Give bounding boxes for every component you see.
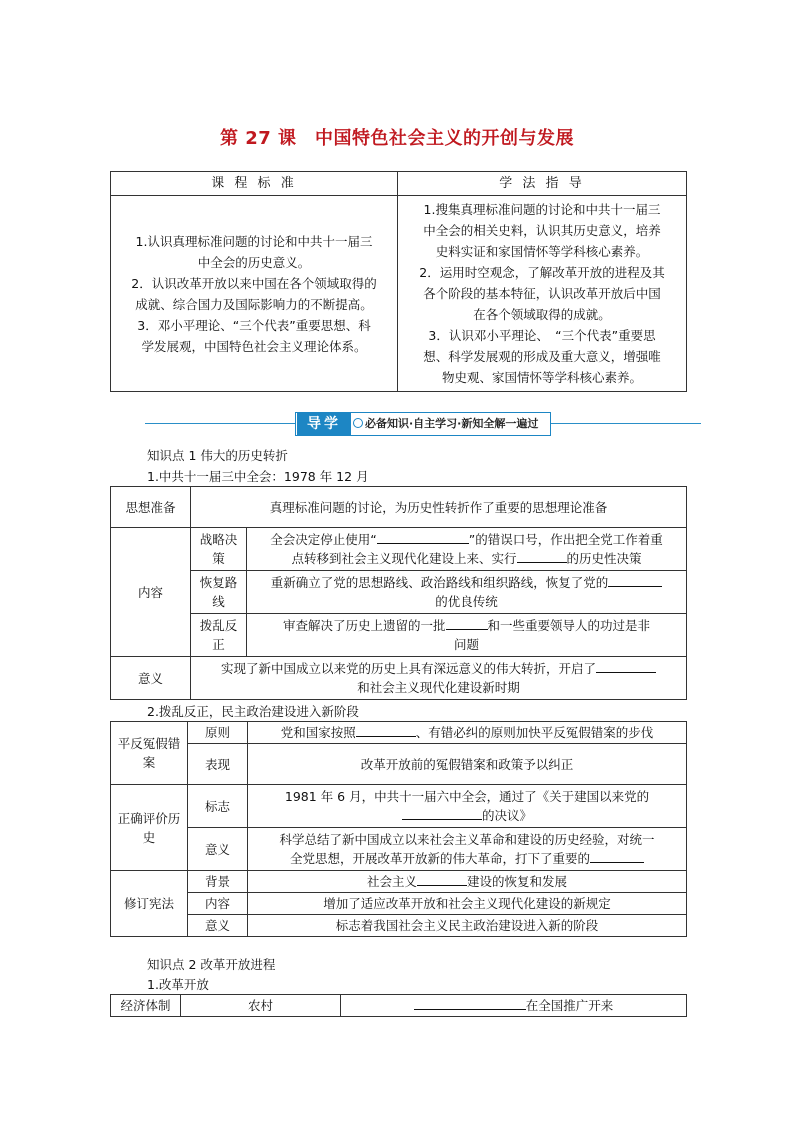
fill-blank: [590, 850, 644, 863]
row-text: 社会主义 建设的恢复和发展: [248, 871, 687, 893]
guidance-line: 中全会的相关史料，认识其历史意义，培养: [423, 223, 661, 238]
row-label: 平反冤假错案: [111, 722, 188, 785]
lead-text: 必备知识·自主学习·新知全解一遍过: [365, 417, 539, 430]
row-text: 农村: [181, 995, 341, 1017]
row-text: 党和国家按照 、有错必纠的原则加快平反冤假错案的步伐: [248, 722, 687, 744]
row-label: 内容: [111, 528, 191, 657]
kp1-sub1: 1.中共十一届三中全会：1978 年 12 月: [147, 469, 369, 484]
kp2-heading: 知识点 2 改革开放进程: [147, 957, 276, 972]
sub-label: 原则: [188, 722, 248, 744]
guidance-line: 2．运用时空观念，了解改革开放的进程及其: [419, 265, 665, 280]
rectification-table: [110, 721, 687, 937]
row-label: 修订宪法: [111, 871, 188, 937]
standards-line: 2．认识改革开放以来中国在各个领域取得的: [131, 275, 377, 291]
row-label: 思想准备: [111, 487, 191, 528]
row-text: 重新确立了党的思想路线、政治路线和组织路线，恢复了党的 的优良传统: [247, 571, 687, 614]
lead-banner: [145, 413, 700, 435]
standards-line: 3．邓小平理论、“三个代表”重要思想、科: [137, 317, 371, 333]
divider: [551, 423, 701, 424]
guidance-line: 1.搜集真理标准问题的讨论和中共十一届三: [423, 202, 661, 217]
guidance-line: 物史观、家国情怀等学科核心素养。: [441, 370, 642, 385]
divider: [145, 423, 295, 424]
reform-table: [110, 994, 687, 1017]
page-title: 第 27 课 中国特色社会主义的开创与发展: [219, 128, 575, 149]
guidance-cell: [398, 196, 687, 392]
sub-label: 意义: [188, 915, 248, 937]
sub-label: 内容: [188, 893, 248, 915]
fill-blank: [446, 617, 488, 630]
kp1-heading: 知识点 1 伟大的历史转折: [147, 448, 288, 463]
guidance-header: 学 法 指 导: [398, 172, 687, 196]
kp1-sub2: 2.拨乱反正，民主政治建设进入新阶段: [147, 704, 359, 719]
standards-table: [110, 171, 687, 392]
fill-blank: [414, 997, 526, 1010]
plenum-table: [110, 486, 687, 700]
guidance-line: 各个阶段的基本特征，认识改革开放后中国: [423, 286, 661, 301]
row-text: 审查解决了历史上遗留的一批 和一些重要领导人的功过是非 问题: [247, 614, 687, 657]
row-text: 在全国推广开来: [341, 995, 687, 1017]
sub-label: 拨乱反正: [191, 614, 247, 657]
row-text: 1981 年 6 月，中共十一届六中全会，通过了《关于建国以来党的 的决议》: [248, 785, 687, 828]
sub-label: 背景: [188, 871, 248, 893]
row-text: 真理标准问题的讨论，为历史性转折作了重要的思想理论准备: [191, 487, 687, 528]
sub-label: 恢复路线: [191, 571, 247, 614]
guidance-line: 在各个领域取得的成就。: [473, 307, 611, 322]
row-label: 正确评价历史: [111, 785, 188, 871]
fill-blank: [377, 531, 469, 544]
standards-cell: [111, 196, 398, 392]
guidance-line: 史料实证和家国情怀等学科核心素养。: [435, 244, 649, 259]
row-label: 经济体制: [111, 995, 181, 1017]
fill-blank: [356, 724, 416, 737]
row-text: 实现了新中国成立以来党的历史上具有深远意义的伟大转折，开启了 和社会主义现代化建设新时期: [191, 657, 687, 700]
row-text: 科学总结了新中国成立以来社会主义革命和建设的历史经验，对统一 全党思想，开展改革开放新的伟大革命，打下了重要的: [248, 828, 687, 871]
kp2-sub1: 1.改革开放: [147, 977, 209, 992]
fill-blank: [517, 550, 567, 563]
row-label: 意义: [111, 657, 191, 700]
sub-label: 表现: [188, 744, 248, 785]
standards-line: 中全会的历史意义。: [197, 254, 311, 270]
guidance-line: 想、科学发展观的形成及重大意义，增强唯: [423, 349, 661, 364]
sub-label: 战略决策: [191, 528, 247, 571]
fill-blank: [402, 807, 482, 820]
sub-label: 标志: [188, 785, 248, 828]
fill-blank: [417, 873, 467, 886]
standards-line: 1.认识真理标准问题的讨论和中共十一届三: [135, 233, 373, 249]
row-text: 标志着我国社会主义民主政治建设进入新的阶段: [248, 915, 687, 937]
row-text: 改革开放前的冤假错案和政策予以纠正: [248, 744, 687, 785]
lead-badge: 导学: [297, 413, 351, 435]
sub-label: 意义: [188, 828, 248, 871]
standards-line: 成就、综合国力及国际影响力的不断提高。: [135, 296, 373, 312]
fill-blank: [596, 660, 656, 673]
row-text: 增加了适应改革开放和社会主义现代化建设的新规定: [248, 893, 687, 915]
guidance-line: 3．认识邓小平理论、 “三个代表”重要思: [428, 328, 656, 343]
circle-icon: [353, 418, 363, 428]
fill-blank: [608, 574, 662, 587]
row-text: 全会决定停止使用“ ”的错误口号，作出把全党工作着重 点转移到社会主义现代化建设上来、实行 的历史性决策: [247, 528, 687, 571]
standards-header: 课 程 标 准: [111, 172, 398, 196]
standards-line: 学发展观，中国特色社会主义理论体系。: [141, 338, 367, 354]
